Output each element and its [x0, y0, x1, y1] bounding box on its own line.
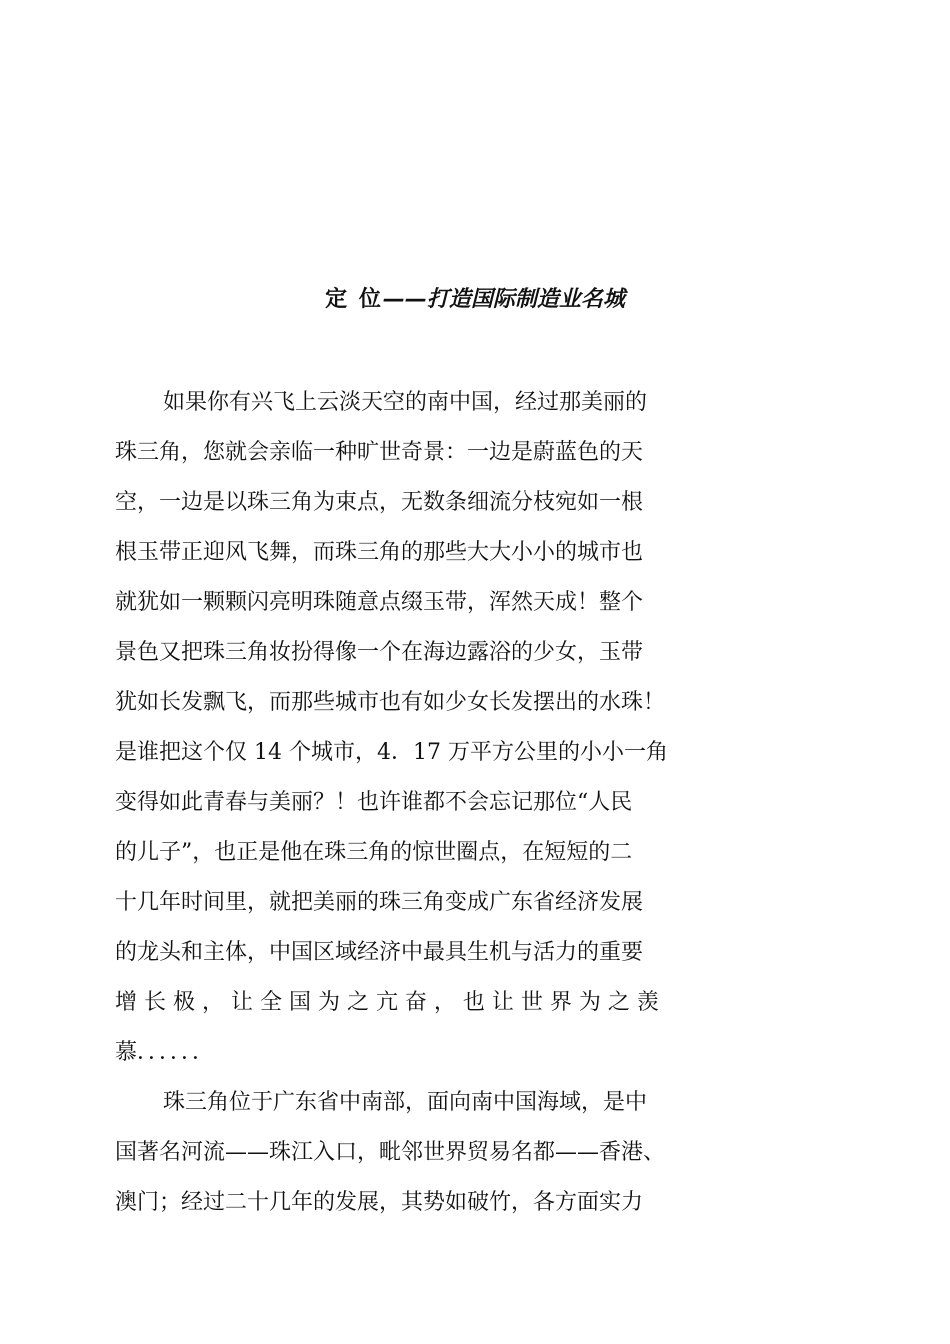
document-body: [115, 378, 715, 1228]
paragraph-line: 空，一边是以珠三角为束点，无数条细流分枝宛如一根: [115, 490, 644, 515]
paragraph-line: 的儿子”，也正是他在珠三角的惊世圈点，在短短的二: [115, 840, 633, 865]
paragraph-line: 珠三角，您就会亲临一种旷世奇景：一边是蔚蓝色的天: [115, 440, 644, 465]
paragraph-line: 如果你有兴飞上云淡天空的南中国，经过那美丽的: [163, 390, 648, 415]
paragraph-line: 的龙头和主体，中国区域经济中最具生机与活力的重要: [115, 940, 644, 965]
paragraph-line: 根玉带正迎风飞舞，而珠三角的那些大大小小的城市也: [115, 540, 644, 565]
paragraph-line: 增 长 极 ， 让 全 国 为 之 亢 奋 ， 也 让 世 界 为 之 羡: [115, 990, 659, 1015]
paragraph-line: 犹如长发飘飞，而那些城市也有如少女长发摆出的水珠！: [115, 690, 666, 715]
paragraph-line: 变得如此青春与美丽？！也许谁都不会忘记那位“人民: [115, 790, 633, 815]
paragraph-line: 澳门；经过二十几年的发展，其势如破竹，各方面实力: [115, 1190, 644, 1215]
paragraph-line: 慕．．．．．．: [115, 1040, 215, 1065]
paragraph-line: 就犹如一颗颗闪亮明珠随意点缀玉带，浑然天成！整个: [115, 590, 644, 615]
paragraph-line: 景色又把珠三角妆扮得像一个在海边露浴的少女，玉带: [115, 640, 644, 665]
paragraph-line: 是谁把这个仅 14 个城市，4．17 万平方公里的小小一角: [115, 740, 668, 765]
paragraph-line: 国著名河流——珠江入口，毗邻世界贸易名都——香港、: [115, 1140, 666, 1165]
document-title: [0, 280, 950, 320]
paragraph-line: 十几年时间里，就把美丽的珠三角变成广东省经济发展: [115, 890, 644, 915]
title-subtitle: ——打造国际制造业名城: [382, 287, 625, 312]
title-main: 定 位: [325, 287, 383, 312]
paragraph-line: 珠三角位于广东省中南部，面向南中国海域，是中: [163, 1090, 648, 1115]
